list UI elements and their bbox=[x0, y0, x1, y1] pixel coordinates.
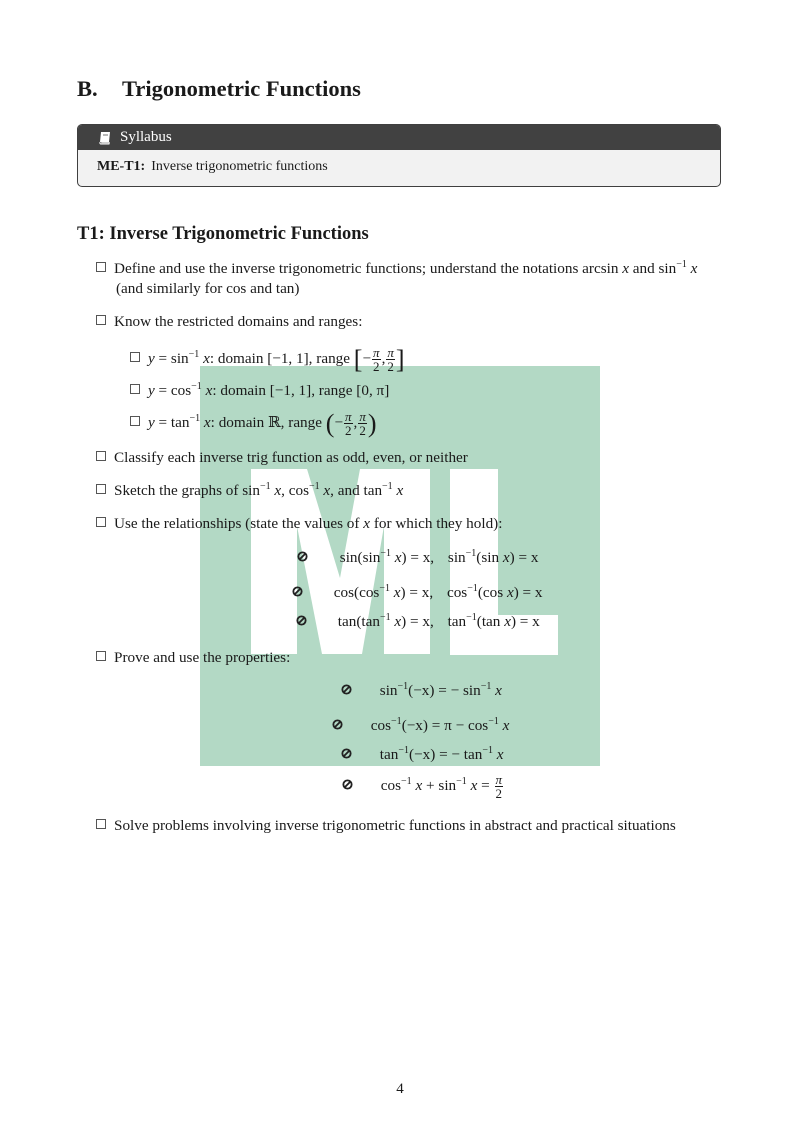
math-x: x bbox=[274, 482, 282, 499]
superscript: −1 bbox=[456, 775, 467, 787]
relation-row bbox=[296, 613, 540, 631]
superscript: −1 bbox=[259, 481, 271, 492]
checkbox[interactable] bbox=[96, 651, 106, 661]
bracket-left: [ bbox=[353, 344, 363, 374]
fraction bbox=[495, 773, 504, 800]
checkbox[interactable] bbox=[130, 352, 140, 362]
sub-item-cos bbox=[130, 381, 389, 401]
prohibited-circle-icon bbox=[341, 748, 352, 759]
list-item-classify bbox=[96, 448, 468, 468]
relation-row bbox=[292, 584, 543, 602]
relation-left: tan(tan bbox=[337, 613, 380, 630]
list-item-solve bbox=[96, 816, 676, 836]
superscript: −1 bbox=[466, 612, 477, 623]
item-text: Prove and use the properties: bbox=[114, 649, 291, 666]
item-text: Sketch the graphs of sin bbox=[114, 482, 260, 499]
domain-text: : domain ℝ, range bbox=[210, 413, 322, 431]
relation-right: tan bbox=[447, 613, 467, 630]
fraction bbox=[358, 410, 367, 437]
equals: = bbox=[481, 776, 490, 794]
checkbox[interactable] bbox=[130, 416, 140, 426]
equals: = bbox=[154, 413, 171, 431]
sub-item-tan: $y = \tan^{-1} x$: domain ℝ, range (− $\frac{\pi}{2}$ , $\frac{\pi}{2}$ ) bbox=[130, 410, 377, 437]
superscript: −1 bbox=[398, 745, 409, 756]
prohibited-circle-icon bbox=[341, 684, 352, 695]
syllabus-header-label: Syllabus bbox=[120, 129, 172, 145]
equals: = bbox=[154, 382, 171, 399]
math-x: x bbox=[504, 613, 511, 630]
fn-name: cos bbox=[170, 382, 192, 399]
denominator: 2 bbox=[373, 359, 380, 374]
item-text: for which they hold): bbox=[373, 515, 503, 532]
item-text: , cos bbox=[281, 482, 309, 499]
superscript: −1 bbox=[189, 412, 201, 424]
list-item-use bbox=[96, 514, 502, 534]
checkbox[interactable] bbox=[96, 517, 106, 527]
superscript: −1 bbox=[191, 381, 202, 392]
math-x: x bbox=[393, 584, 401, 601]
superscript: −1 bbox=[380, 548, 391, 559]
syllabus-description: Inverse trigonometric functions bbox=[151, 159, 328, 174]
math-x: x bbox=[415, 776, 423, 794]
superscript: −1 bbox=[401, 775, 412, 787]
superscript: −1 bbox=[465, 548, 477, 559]
numerator: π bbox=[495, 772, 503, 787]
syllabus-entry bbox=[78, 150, 720, 175]
math-x: x bbox=[323, 482, 331, 499]
prohibited-circle-icon bbox=[297, 551, 308, 562]
relation-row bbox=[297, 549, 538, 567]
denominator: 2 bbox=[387, 359, 394, 374]
checkbox[interactable] bbox=[96, 451, 106, 461]
paren-right: ) bbox=[367, 408, 377, 438]
paren-left: ( bbox=[325, 408, 335, 438]
topic-title: T1: Inverse Trigonometric Functions bbox=[77, 224, 369, 244]
math-x: x bbox=[470, 776, 478, 794]
prohibited-circle-icon bbox=[342, 779, 353, 790]
property-text: (−x) = − tan bbox=[409, 746, 483, 763]
math-x: x bbox=[502, 717, 510, 734]
fraction bbox=[386, 346, 395, 373]
superscript: −1 bbox=[482, 745, 493, 756]
list-item-sketch bbox=[96, 481, 403, 501]
math-x: x bbox=[394, 549, 402, 566]
item-text: and sin bbox=[632, 260, 677, 277]
math-x: x bbox=[502, 549, 510, 566]
property-row bbox=[332, 717, 509, 735]
math-x: x bbox=[396, 482, 404, 499]
item-text: Define and use the inverse trigonometric functions; understand the notations arcsin bbox=[114, 260, 619, 277]
section-number: B. bbox=[77, 76, 98, 101]
relation-eq: ) = x bbox=[509, 549, 539, 566]
book-icon bbox=[98, 131, 112, 145]
property-fn: cos bbox=[370, 717, 392, 734]
checkbox[interactable] bbox=[96, 315, 106, 325]
prohibited-circle-icon bbox=[296, 615, 307, 626]
relation-eq: ) = x bbox=[513, 584, 543, 601]
numerator: π bbox=[359, 409, 366, 424]
list-item-know bbox=[96, 312, 362, 332]
relation-right: sin bbox=[447, 549, 466, 566]
property-row bbox=[341, 682, 502, 700]
fraction bbox=[372, 346, 381, 373]
denominator: 2 bbox=[345, 423, 352, 438]
item-text: , and tan bbox=[330, 482, 383, 499]
fn-name: tan bbox=[170, 413, 190, 431]
superscript: −1 bbox=[676, 259, 687, 270]
superscript: −1 bbox=[382, 481, 393, 492]
math-x: x bbox=[394, 613, 402, 630]
superscript: −1 bbox=[379, 612, 391, 623]
list-item-define bbox=[96, 259, 697, 279]
syllabus-header bbox=[78, 125, 720, 150]
page-number: 4 bbox=[396, 1081, 404, 1097]
checkbox[interactable] bbox=[96, 484, 106, 494]
superscript: −1 bbox=[379, 583, 390, 594]
section-title: Trigonometric Functions bbox=[122, 76, 361, 101]
item-text: Classify each inverse trig function as odd, even, or neither bbox=[114, 449, 468, 466]
section-heading bbox=[77, 76, 361, 102]
relation-eq: ) = x bbox=[510, 613, 540, 630]
math-x: x bbox=[690, 260, 698, 277]
math-x: x bbox=[496, 746, 504, 763]
denominator: 2 bbox=[495, 786, 502, 801]
numerator: π bbox=[387, 345, 394, 360]
superscript: −1 bbox=[467, 583, 478, 594]
checkbox[interactable] bbox=[96, 819, 106, 829]
superscript: −1 bbox=[480, 681, 492, 692]
math-x: x bbox=[495, 682, 502, 699]
sub-item-sin: $y = \sin^{-1} x$: domain [−1, 1], range [− $\frac{\pi}{2}$ , $\frac{\pi}{2}$ ] bbox=[130, 346, 405, 373]
relation-eq: ) = x, bbox=[400, 584, 434, 601]
property-row bbox=[341, 746, 504, 764]
equals: = bbox=[154, 349, 171, 367]
property-fn: cos bbox=[380, 776, 402, 794]
numerator: π bbox=[373, 345, 380, 360]
checkbox[interactable] bbox=[96, 262, 106, 272]
minus: − bbox=[334, 413, 344, 431]
relation-eq: ) = x, bbox=[401, 613, 434, 630]
relation-arg: (cos bbox=[477, 584, 504, 601]
syllabus-box bbox=[77, 124, 721, 187]
math-x: x bbox=[363, 515, 371, 532]
fraction bbox=[344, 410, 353, 437]
math-x: x bbox=[622, 260, 629, 277]
superscript: −1 bbox=[391, 716, 402, 727]
math-y: y bbox=[148, 349, 155, 367]
fn-name: sin bbox=[170, 349, 189, 367]
relation-right: cos bbox=[446, 584, 468, 601]
denominator: 2 bbox=[359, 423, 366, 438]
property-text-sin: sin bbox=[438, 776, 457, 794]
math-x: x bbox=[205, 382, 213, 399]
superscript: −1 bbox=[397, 681, 409, 692]
property-text: (−x) = − sin bbox=[408, 682, 481, 699]
relation-arg: (tan bbox=[476, 613, 501, 630]
minus: − bbox=[362, 349, 372, 367]
superscript: −1 bbox=[488, 716, 499, 727]
relation-eq: ) = x, bbox=[401, 549, 435, 566]
superscript: −1 bbox=[308, 481, 320, 492]
superscript: −1 bbox=[188, 348, 200, 360]
relation-arg: (sin bbox=[476, 549, 500, 566]
domain-text: : domain [−1, 1], range bbox=[209, 349, 350, 367]
item-text-continued: (and similarly for cos and tan) bbox=[116, 280, 300, 297]
relation-left: cos(cos bbox=[333, 584, 380, 601]
property-text: (−x) = π − cos bbox=[401, 717, 489, 734]
syllabus-code: ME-T1: bbox=[97, 159, 146, 174]
property-fn: tan bbox=[379, 746, 399, 763]
relation-left: sin(sin bbox=[339, 549, 381, 566]
math-x: x bbox=[506, 584, 514, 601]
property-row: $\cos^{-1} x + \sin^{-1} x$ = $\frac{\pi}{2}$ bbox=[342, 773, 504, 800]
prohibited-circle-icon bbox=[292, 586, 303, 597]
item-text: Know the restricted domains and ranges: bbox=[114, 313, 363, 330]
domain-text: : domain [−1, 1], range [0, π] bbox=[212, 382, 390, 399]
numerator: π bbox=[345, 409, 352, 424]
list-item-prove bbox=[96, 648, 290, 668]
math-x: x bbox=[203, 349, 210, 367]
checkbox[interactable] bbox=[130, 384, 140, 394]
item-text: Use the relationships (state the values of bbox=[114, 515, 360, 532]
math-y: y bbox=[148, 413, 155, 431]
bracket-right: ] bbox=[395, 344, 405, 374]
item-text: Solve problems involving inverse trigonometric functions in abstract and practical situations bbox=[114, 817, 676, 834]
math-x: x bbox=[203, 413, 211, 431]
math-y: y bbox=[148, 382, 155, 399]
prohibited-circle-icon bbox=[332, 719, 343, 730]
property-fn: sin bbox=[379, 682, 398, 699]
